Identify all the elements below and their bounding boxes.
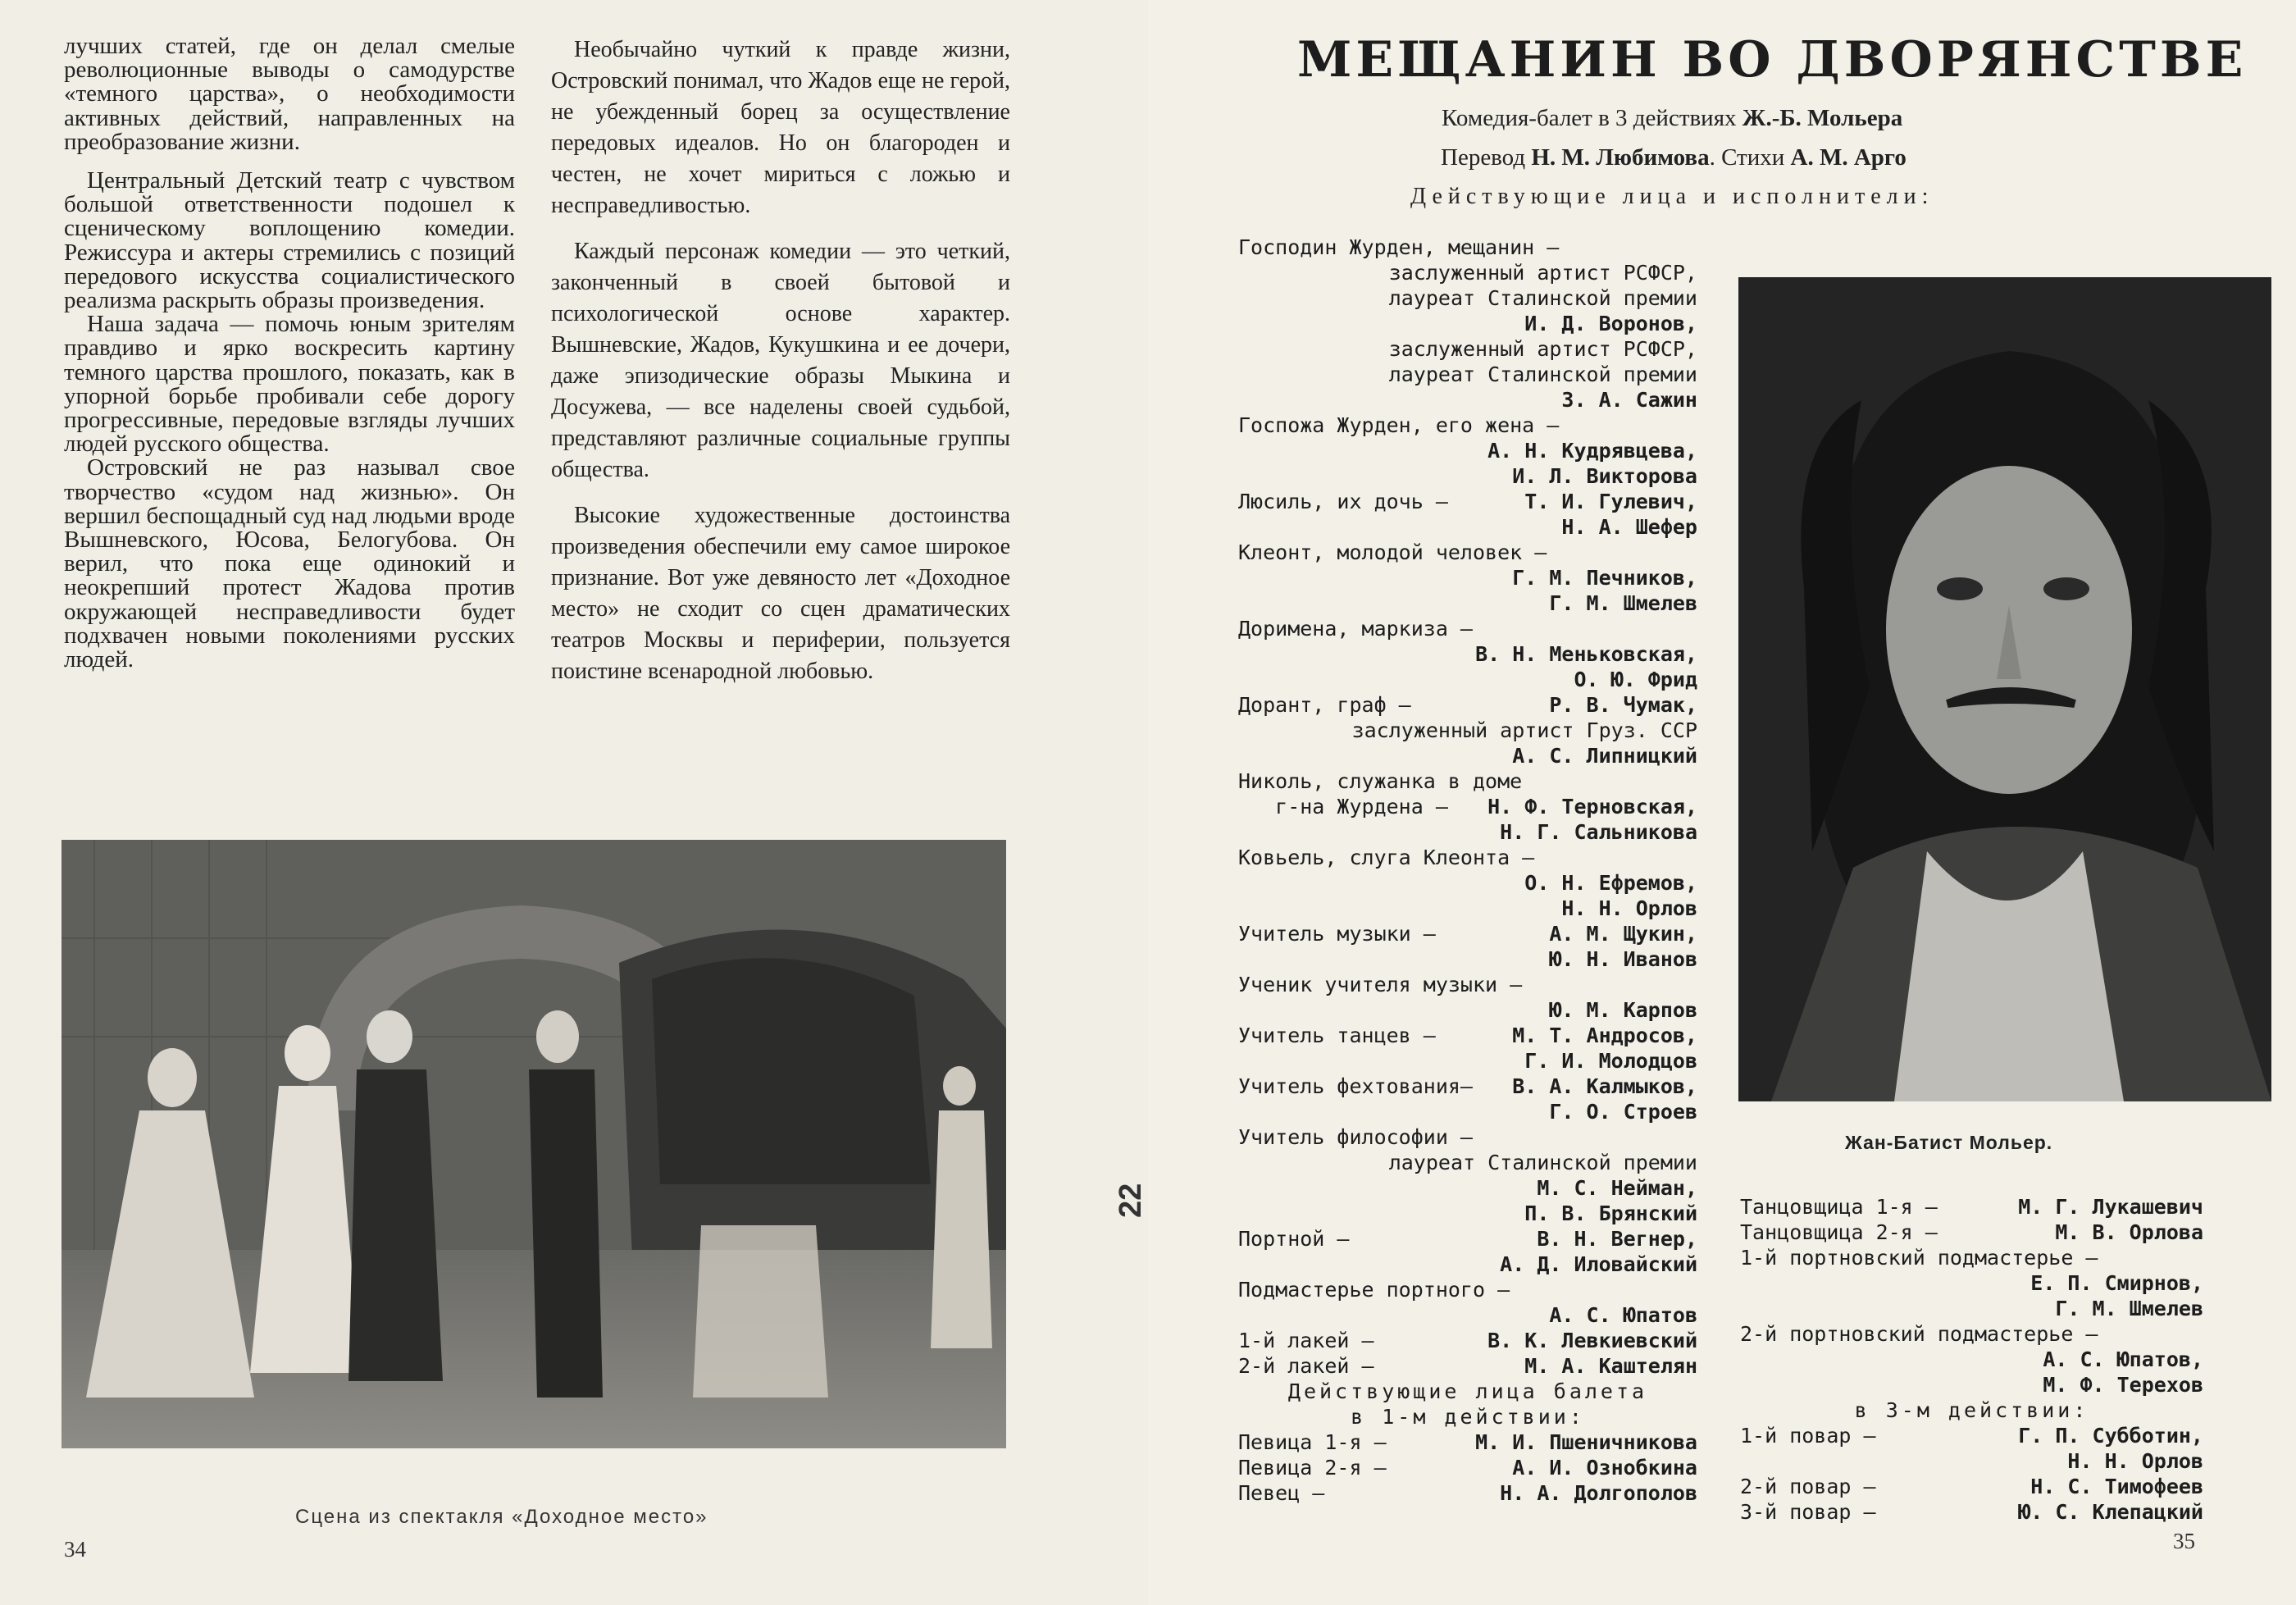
cast-row xyxy=(1238,540,1697,565)
performer-name: Г. М. Шмелев xyxy=(1549,591,1697,615)
performer-name: М. Г. Лукашевич xyxy=(2018,1195,2203,1219)
performer-title: лауреат Сталинской премии xyxy=(1388,1151,1697,1174)
cast-row xyxy=(1238,1226,1697,1252)
cast-section-heading: в 1-м действии: xyxy=(1351,1405,1585,1429)
performer-name: Р. В. Чумак, xyxy=(1549,693,1697,717)
performer-name: Н. С. Тимофеев xyxy=(2030,1475,2203,1498)
role-name: Дорант, граф — xyxy=(1238,693,1411,717)
cast-row xyxy=(1740,1245,2203,1270)
performer-name: В. Н. Вегнер, xyxy=(1537,1227,1697,1251)
cast-row xyxy=(1238,692,1697,718)
page-number: 34 xyxy=(64,1537,86,1562)
performer-name: А. Д. Иловайский xyxy=(1500,1252,1697,1276)
performer-name: М. Т. Андросов, xyxy=(1512,1024,1697,1047)
role-name: Ученик учителя музыки — xyxy=(1238,973,1523,996)
role-name: Госпожа Журден, его жена — xyxy=(1238,413,1560,437)
performer-title: заслуженный артист РСФСР, xyxy=(1388,261,1697,285)
performer-name: И. Д. Воронов, xyxy=(1524,312,1697,335)
cast-row xyxy=(1740,1321,2203,1347)
cast-list-right xyxy=(1740,1194,2203,1525)
performer-name: О. Н. Ефремов, xyxy=(1524,871,1697,895)
performer-name: В. К. Левкиевский xyxy=(1487,1329,1697,1352)
performer-name: В. А. Калмыков, xyxy=(1512,1074,1697,1098)
cast-section-heading: в 3-м действии: xyxy=(1854,1398,2089,1422)
role-name: 1-й лакей — xyxy=(1238,1329,1374,1352)
role-name: Портной — xyxy=(1238,1227,1350,1251)
performer-name: А. М. Щукин, xyxy=(1549,922,1697,946)
cast-row xyxy=(1238,921,1697,946)
role-name: 2-й портновский подмастерье — xyxy=(1740,1322,2098,1346)
performer-name: П. В. Брянский xyxy=(1524,1201,1697,1225)
cast-header: Действующие лица и исполнители: xyxy=(1410,184,1934,209)
performer-name: М. Ф. Терехов xyxy=(2043,1373,2203,1397)
paragraph: Наша задача — помочь юным зрителям правдиво и ярко воскресить картину темного царства прошлого, показать, как в упорной борьбе пробивали себе дорогу прогрессивные, передовые взгляды лучших людей русского общества. xyxy=(64,311,515,458)
role-name: 2-й повар — xyxy=(1740,1475,1876,1498)
role-name: Господин Журден, мещанин — xyxy=(1238,235,1560,259)
performer-name: Г. П. Субботин, xyxy=(2018,1424,2203,1448)
cast-row xyxy=(1740,1220,2203,1245)
scene-photo xyxy=(61,840,1006,1448)
performer-title: заслуженный артист Груз. ССР xyxy=(1351,718,1697,742)
role-name: Певица 1-я — xyxy=(1238,1430,1387,1454)
role-name: Учитель музыки — xyxy=(1238,922,1436,946)
cast-row xyxy=(1238,845,1697,870)
cast-row xyxy=(1740,1194,2203,1220)
cast-row xyxy=(1238,768,1697,794)
cast-row xyxy=(1238,1124,1697,1150)
cast-row xyxy=(1238,794,1697,819)
performer-name: А. Н. Кудрявцева, xyxy=(1487,439,1697,463)
paragraph: Высокие художественные достоинства произведения обеспечили ему самое широкое признание. Вот уже девяносто лет «Доходное место» не сходит со сцен драматических театров Москвы и периферии, пользуется поистине всенародной любовью. xyxy=(551,503,1010,684)
performer-name: А. С. Юпатов xyxy=(1549,1303,1697,1327)
paragraph: Центральный Детский театр с чувством большой ответственности подошел к сценическому воплощению комедии. Режиссура и актеры стремились с позиций передового искусства социалистического реализма раскрыть образы произведения. xyxy=(64,167,515,314)
role-name: Учитель философии — xyxy=(1238,1125,1473,1149)
performer-name: Т. И. Гулевич, xyxy=(1524,490,1697,513)
role-name: Николь, служанка в доме xyxy=(1238,769,1523,793)
cast-section-heading: Действующие лица балета xyxy=(1287,1379,1648,1403)
performer-name: Ю. М. Карпов xyxy=(1549,998,1697,1022)
cast-row xyxy=(1238,1455,1697,1480)
role-name: Певица 2-я — xyxy=(1238,1456,1387,1480)
paragraph: лучших статей, где он делал смелые революционные выводы о самодурстве «темного царства», о необходимости активных действий, направленных на преобразование жизни. xyxy=(64,33,515,155)
role-name: Учитель танцев — xyxy=(1238,1024,1436,1047)
cast-row xyxy=(1740,1474,2203,1499)
role-name: Люсиль, их дочь — xyxy=(1238,490,1448,513)
paragraph: Необычайно чуткий к правде жизни, Островский понимал, что Жадов еще не герой, не убежденный борец за осуществление передовых идеалов. Но он благороден и честен, не хочет мириться с ложью и несправедливостью. xyxy=(551,37,1010,218)
cast-list-left xyxy=(1238,235,1697,1506)
performer-name: Н. Н. Орлов xyxy=(1561,896,1697,920)
performer-name: Н. А. Шефер xyxy=(1561,515,1697,539)
performer-name: М. В. Орлова xyxy=(2055,1220,2203,1244)
performer-name: Е. П. Смирнов, xyxy=(2030,1271,2203,1295)
subtitle-text: Комедия-балет в 3 действиях xyxy=(1442,105,1742,131)
role-name: Клеонт, молодой человек — xyxy=(1238,540,1547,564)
cast-row xyxy=(1238,1074,1697,1099)
cast-row xyxy=(1238,413,1697,438)
performer-name: А. С. Юпатов, xyxy=(2043,1347,2203,1371)
role-name: 2-й лакей — xyxy=(1238,1354,1374,1378)
performer-name: О. Ю. Фрид xyxy=(1574,668,1697,691)
page-number: 35 xyxy=(2173,1529,2195,1553)
performer-name: Н. Ф. Терновская, xyxy=(1487,795,1697,818)
cast-row xyxy=(1238,1328,1697,1353)
portrait-caption: Жан-Батист Мольер. xyxy=(1845,1132,2053,1153)
cast-row xyxy=(1238,1277,1697,1302)
subtitle-text: Перевод xyxy=(1441,144,1532,171)
role-name: Ковьель, слуга Клеонта — xyxy=(1238,846,1535,869)
page-title: МЕЩАНИН ВО ДВОРЯНСТВЕ xyxy=(1297,31,2248,89)
role-name: г-на Журдена — xyxy=(1238,795,1448,818)
cast-row xyxy=(1238,616,1697,641)
performer-name: Ю. С. Клепацкий xyxy=(2018,1500,2203,1524)
performer-name: Н. Г. Сальникова xyxy=(1500,820,1697,844)
performer-name: А. С. Липницкий xyxy=(1512,744,1697,768)
paragraph: Островский не раз называл свое творчество «судом над жизнью». Он вершил беспощадный суд над людьми вроде Вышневского, Юсова, Белогубова. Он верил, что пока еще одинокий и неокрепший протест Жадова против окружающей несправедливости будет подхвачен новыми поколениями русских людей. xyxy=(64,454,515,673)
role-name: 1-й повар — xyxy=(1740,1424,1876,1448)
performer-name: Г. И. Молодцов xyxy=(1524,1049,1697,1073)
article-column-1 xyxy=(64,34,515,672)
cast-row xyxy=(1238,1353,1697,1379)
cast-row xyxy=(1238,1480,1697,1506)
role-name: Доримена, маркиза — xyxy=(1238,617,1473,641)
performer-title: заслуженный артист РСФСР, xyxy=(1388,337,1697,361)
performer-title: лауреат Сталинской премии xyxy=(1388,362,1697,386)
performer-name: Г. О. Строев xyxy=(1549,1100,1697,1124)
subtitle-genre xyxy=(1442,105,1902,132)
cast-row xyxy=(1740,1423,2203,1448)
performer-name: З. А. Сажин xyxy=(1561,388,1697,412)
role-name: 1-й портновский подмастерье — xyxy=(1740,1246,2098,1270)
cast-row xyxy=(1238,489,1697,514)
photo-caption: Сцена из спектакля «Доходное место» xyxy=(295,1506,708,1528)
role-name: Танцовщица 1-я — xyxy=(1740,1195,1938,1219)
poet-name: А. М. Арго xyxy=(1790,144,1906,171)
performer-name: Н. А. Долгополов xyxy=(1500,1481,1697,1505)
performer-name: Н. Н. Орлов xyxy=(2067,1449,2203,1473)
performer-name: В. Н. Меньковская, xyxy=(1475,642,1697,666)
role-name: Учитель фехтования— xyxy=(1238,1074,1473,1098)
cast-row xyxy=(1238,972,1697,997)
performer-name: Ю. Н. Иванов xyxy=(1549,947,1697,971)
cast-row xyxy=(1238,235,1697,260)
spine-page-number: 22 xyxy=(1114,1183,1148,1218)
role-name: Танцовщица 2-я — xyxy=(1740,1220,1938,1244)
role-name: Подмастерье портного — xyxy=(1238,1278,1510,1302)
cast-row xyxy=(1238,1023,1697,1048)
role-name: 3-й повар — xyxy=(1740,1500,1876,1524)
performer-name: М. С. Нейман, xyxy=(1537,1176,1697,1200)
cast-row xyxy=(1740,1499,2203,1525)
paragraph: Каждый персонаж комедии — это четкий, законченный в своей бытовой и психологической основе характер. Вышневские, Жадов, Кукушкина и ее дочери, даже эпизодические образы Мыкина и Досужева, — все наделены своей судьбой, представляют различные социальные группы общества. xyxy=(551,239,1010,482)
translator-name: Н. М. Любимова xyxy=(1531,144,1710,171)
performer-title: лауреат Сталинской премии xyxy=(1388,286,1697,310)
author-name: Ж.-Б. Мольера xyxy=(1742,105,1903,131)
performer-name: Г. М. Шмелев xyxy=(2055,1297,2203,1320)
moliere-portrait xyxy=(1738,277,2271,1101)
performer-name: А. И. Ознобкина xyxy=(1512,1456,1697,1480)
role-name: Певец — xyxy=(1238,1481,1325,1505)
performer-name: И. Л. Викторова xyxy=(1512,464,1697,488)
performer-name: Г. М. Печников, xyxy=(1512,566,1697,590)
subtitle-translation xyxy=(1441,144,1906,171)
cast-row xyxy=(1238,1429,1697,1455)
article-column-2 xyxy=(551,34,1010,687)
performer-name: М. И. Пшеничникова xyxy=(1475,1430,1697,1454)
performer-name: М. А. Каштелян xyxy=(1524,1354,1697,1378)
subtitle-text: . Стихи xyxy=(1709,144,1791,171)
